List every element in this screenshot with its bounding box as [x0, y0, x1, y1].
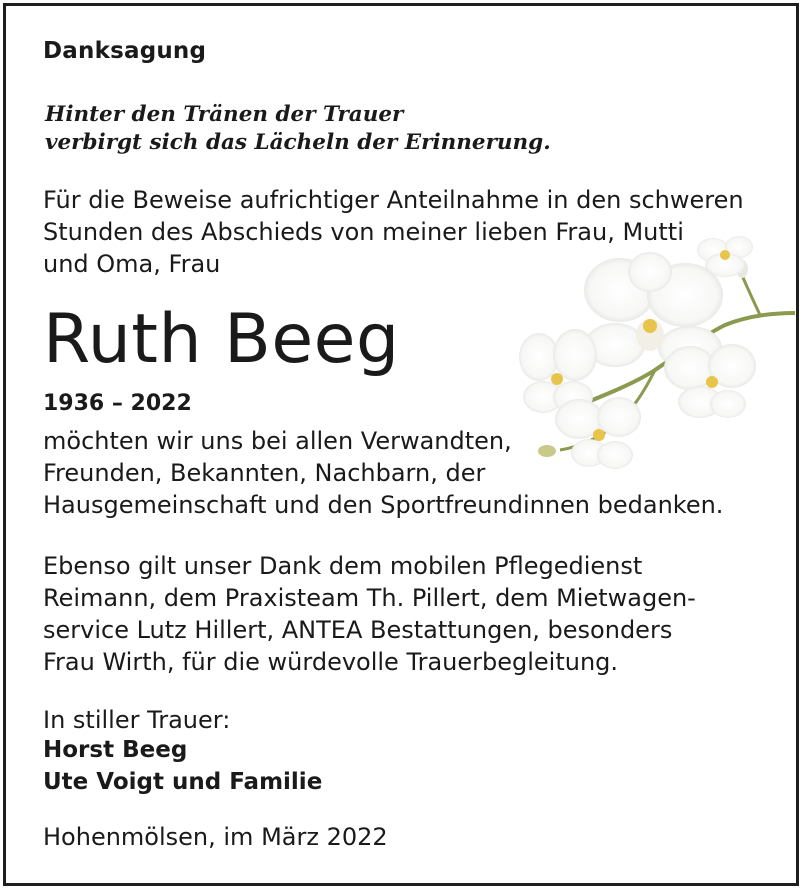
deceased-name: Ruth Beeg: [43, 300, 400, 379]
thanks-line-3: Hausgemeinschaft und den Sportfreundinnen bedanken.: [43, 491, 724, 519]
mourner-1: Horst Beeg: [43, 737, 188, 763]
further-thanks-line-3: service Lutz Hillert, ANTEA Bestattungen, besonders: [43, 616, 673, 644]
mourner-2: Ute Voigt und Familie: [43, 769, 323, 795]
thanks-line-1: möchten wir uns bei allen Verwandten,: [43, 427, 512, 455]
further-thanks-line-1: Ebenso gilt unser Dank dem mobilen Pflegedienst: [43, 552, 643, 580]
intro-line-3: und Oma, Frau: [43, 250, 221, 278]
life-dates: 1936 – 2022: [43, 391, 192, 416]
quote-line-2: verbirgt sich das Lächeln der Erinnerung.: [45, 130, 551, 155]
mourning-label: In stiller Trauer:: [43, 706, 231, 734]
quote-line-1: Hinter den Tränen der Trauer: [45, 102, 404, 127]
white-orchid-icon: [505, 225, 800, 490]
notice-heading: Danksagung: [43, 38, 207, 64]
place-date: Hohenmölsen, im März 2022: [43, 823, 388, 851]
further-thanks-line-2: Reimann, dem Praxisteam Th. Pillert, dem Mietwagen-: [43, 584, 696, 612]
further-thanks-line-4: Frau Wirth, für die würdevolle Trauerbegleitung.: [43, 648, 619, 676]
intro-line-1: Für die Beweise aufrichtiger Anteilnahme in den schweren: [43, 186, 744, 214]
intro-line-2: Stunden des Abschieds von meiner lieben Frau, Mutti: [43, 218, 684, 246]
thanks-line-2: Freunden, Bekannten, Nachbarn, der: [43, 459, 486, 487]
